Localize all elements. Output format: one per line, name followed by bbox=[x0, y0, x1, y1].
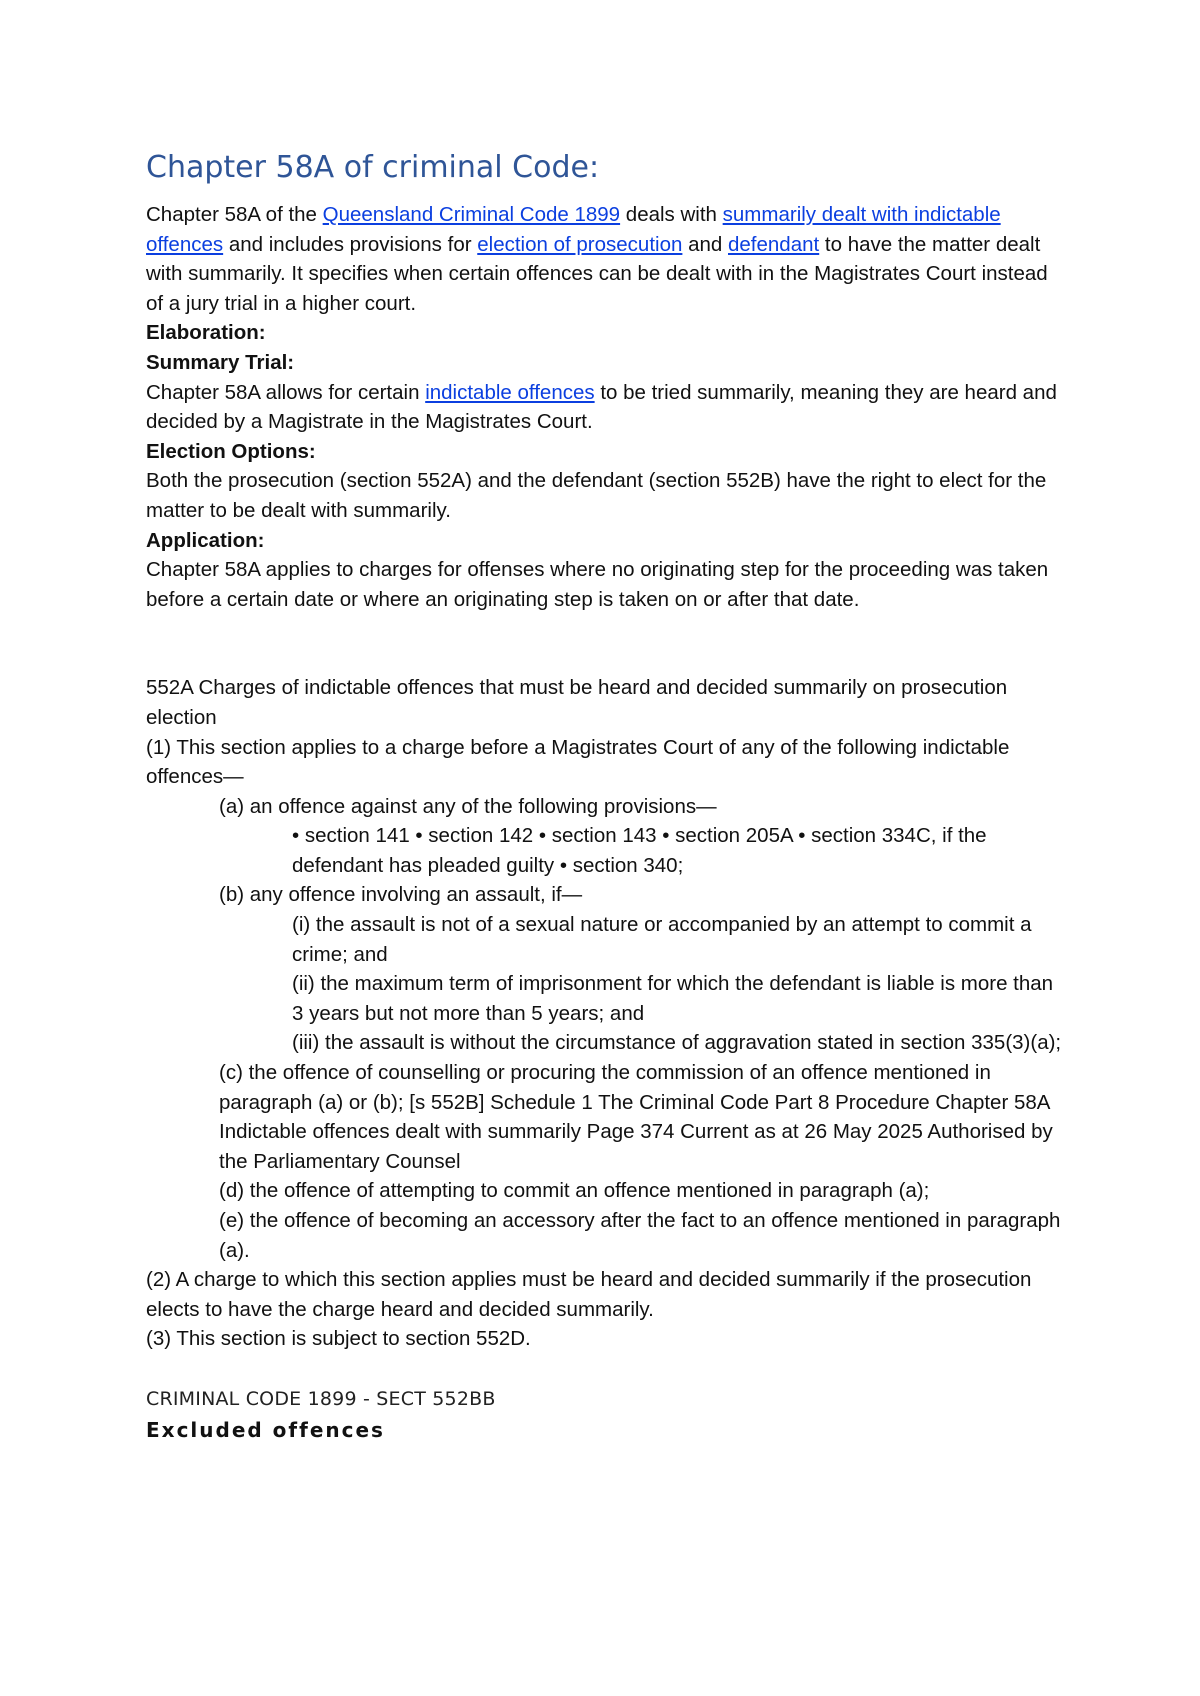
intro-text-4: and bbox=[682, 232, 728, 256]
application-text: Chapter 58A applies to charges for offenses where no originating step for the proceeding was taken before a certain date or where an originating step is taken on or after that date. bbox=[146, 558, 1049, 611]
intro-text-1: Chapter 58A of the bbox=[146, 203, 323, 226]
link-queensland-criminal-code[interactable]: Queensland Criminal Code 1899 bbox=[322, 203, 621, 226]
section-552a-subsection-1: (1) This section applies to a charge before a Magistrates Court of any of the following indictable offences— bbox=[146, 735, 1010, 789]
paragraph-b-ii: (ii) the maximum term of imprisonment for which the defendant is liable is more than 3 years but not more than 5 years; and bbox=[292, 972, 1054, 1025]
spacer bbox=[146, 614, 1066, 673]
election-options-label: Election Options: bbox=[146, 439, 316, 463]
section-552a-title: 552A Charges of indictable offences that must be heard and decided summarily on prosecution election bbox=[146, 676, 1008, 729]
elaboration-label: Elaboration: bbox=[146, 321, 266, 345]
election-options-text: Both the prosecution (section 552A) and the defendant (section 552B) have the right to elect for the matter to be dealt with summarily. bbox=[146, 469, 1047, 522]
summary-trial-text-1: Chapter 58A allows for certain bbox=[146, 380, 426, 404]
paragraph-b-i: (i) the assault is not of a sexual nature or accompanied by an attempt to commit a crime; and bbox=[292, 913, 1032, 966]
summary-trial-paragraph bbox=[146, 378, 1066, 437]
section-552bb-subtitle: Excluded offences bbox=[146, 1417, 385, 1442]
section-552bb-title: CRIMINAL CODE 1899 - SECT 552BB bbox=[146, 1387, 496, 1410]
paragraph-a-list: • section 141 • section 142 • section 143 • section 205A • section 334C, if the defendant has pleaded guilty • section 340; bbox=[292, 824, 987, 877]
intro-text-2: deals with bbox=[620, 203, 723, 226]
intro-text-3: and includes provisions for bbox=[223, 232, 478, 256]
chapter-heading: Chapter 58A of criminal Code: bbox=[146, 150, 600, 185]
intro-paragraph bbox=[146, 200, 1066, 318]
intro-text-5: to have the matter dealt with summarily. It specifies when certain offences can be dealt with in the Magistrates Court instead of a jury trial in a higher court. bbox=[146, 232, 1048, 315]
link-indictable-offences[interactable]: indictable offences bbox=[425, 380, 595, 404]
summary-trial-text-2: to be tried summarily, meaning they are heard and decided by a Magistrate in the Magistrates Court. bbox=[146, 380, 1057, 434]
paragraph-a: (a) an offence against any of the following provisions— bbox=[219, 794, 717, 818]
application-label: Application: bbox=[146, 528, 265, 552]
paragraph-e: (e) the offence of becoming an accessory after the fact to an offence mentioned in paragraph (a). bbox=[219, 1209, 1061, 1262]
link-defendant[interactable]: defendant bbox=[728, 232, 820, 256]
paragraph-d: (d) the offence of attempting to commit an offence mentioned in paragraph (a); bbox=[219, 1179, 930, 1203]
link-summarily-dealt-offences[interactable]: summarily dealt with indictable offences bbox=[146, 203, 1001, 256]
paragraph-b-iii: (iii) the assault is without the circumstance of aggravation stated in section 335(3)(a); bbox=[292, 1031, 1062, 1055]
summary-trial-label: Summary Trial: bbox=[146, 350, 295, 374]
section-552a-subsection-3: (3) This section is subject to section 552D. bbox=[146, 1327, 531, 1351]
paragraph-b: (b) any offence involving an assault, if— bbox=[219, 883, 583, 907]
paragraph-c: (c) the offence of counselling or procuring the commission of an offence mentioned in paragraph (a) or (b); [s 552B] Schedule 1 The Criminal Code Part 8 Procedure Chapter 58A Indictable offences dealt with summarily Page 374 Current as at 26 May 2025 Authorised by the Parliamentary Counsel bbox=[219, 1061, 1053, 1173]
section-552a-subsection-2: (2) A charge to which this section applies must be heard and decided summarily if the prosecution elects to have the charge heard and decided summarily. bbox=[146, 1268, 1032, 1321]
document-page bbox=[146, 150, 1066, 1446]
link-election-of-prosecution[interactable]: election of prosecution bbox=[477, 232, 683, 256]
